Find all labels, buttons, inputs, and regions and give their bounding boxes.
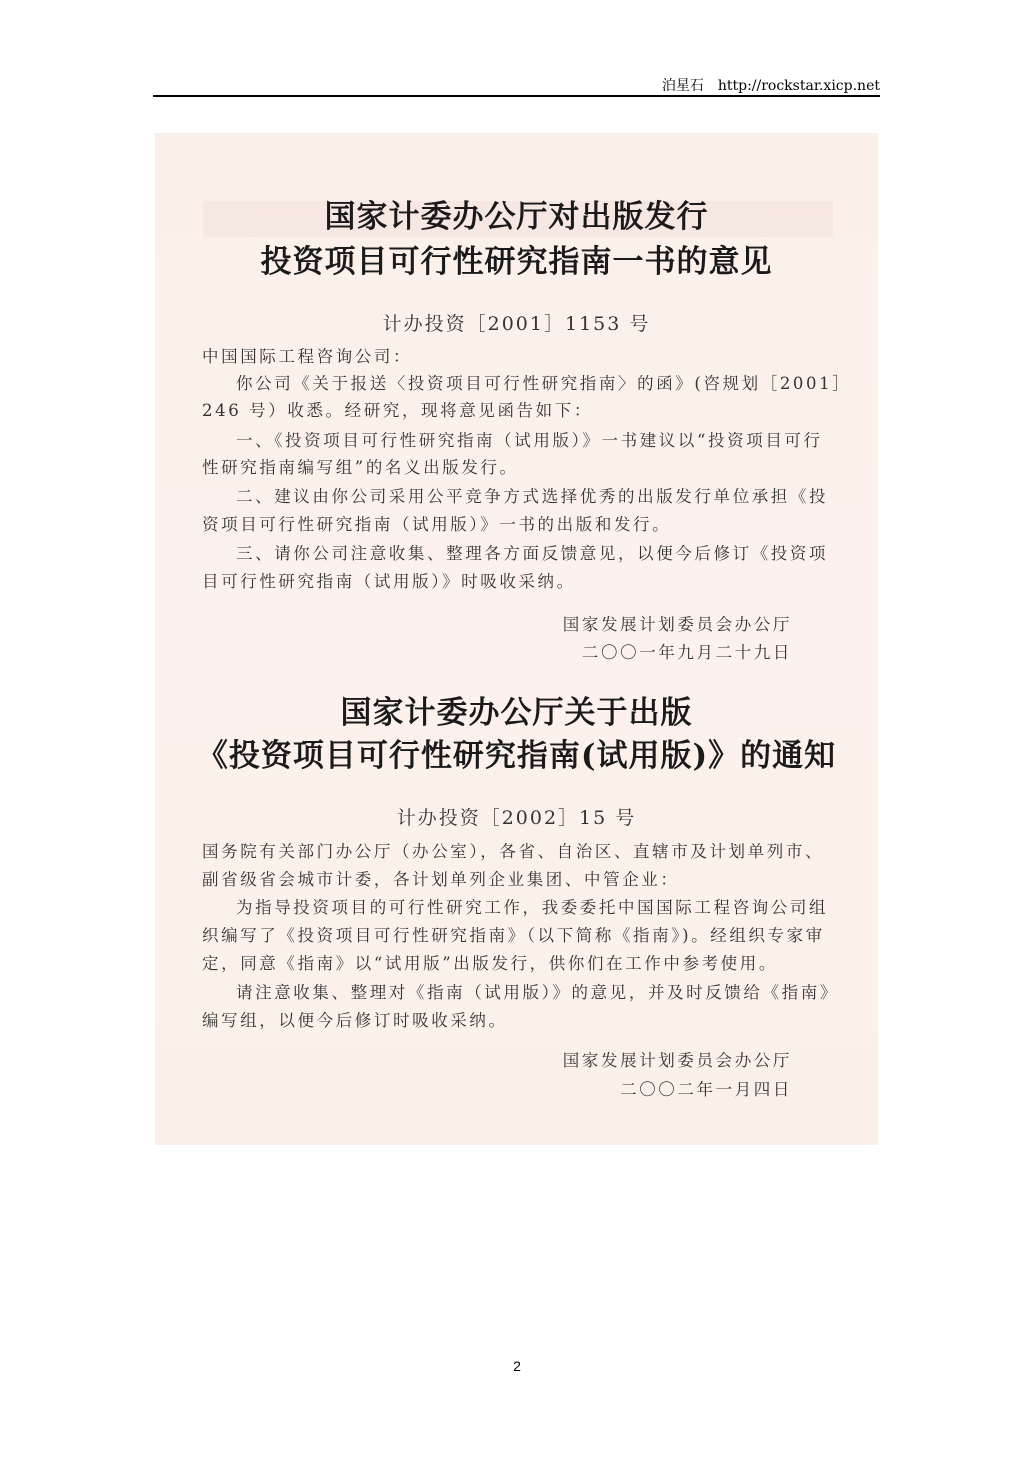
doc1-line: 246 号）收悉。经研究，现将意见函告如下： [202,401,593,420]
doc2-title-line-2: 《投资项目可行性研究指南(试用版)》的通知 [196,738,837,774]
doc2-date: 二〇〇二年一月四日 [620,1080,792,1099]
doc1-line: 你公司《关于报送〈投资项目可行性研究指南〉的函》(咨规划［2001］ [236,374,852,393]
doc2-title-line-1: 国家计委办公厅关于出版 [340,695,693,731]
doc2-line: 编写组，以便今后修订时吸收采纳。 [202,1011,508,1030]
doc1-signature: 国家发展计划委员会办公厅 [562,615,792,634]
doc1-date: 二〇〇一年九月二十九日 [581,643,792,662]
doc2-line: 为指导投资项目的可行性研究工作，我委委托中国国际工程咨询公司组 [236,898,829,917]
doc1-line: 资项目可行性研究指南（试用版）》一书的出版和发行。 [202,515,672,534]
doc2-line: 定，同意《指南》以“试用版”出版发行，供你们在工作中参考使用。 [202,954,778,973]
doc1-title-line-1: 国家计委办公厅对出版发行 [324,199,709,235]
doc2-line: 织编写了《投资项目可行性研究指南》（以下简称《指南》)。经组织专家审 [202,926,825,945]
doc2-salutation: 副省级省会城市计委，各计划单列企业集团、中管企业： [202,870,680,889]
doc2-line: 请注意收集、整理对《指南（试用版）》的意见，并及时反馈给《指南》 [236,983,839,1002]
doc1-title-line-2: 投资项目可行性研究指南一书的意见 [260,244,773,280]
doc1-salutation: 中国国际工程咨询公司： [202,347,413,366]
doc1-line: 一、《投资项目可行性研究指南（试用版）》一书建议以“投资项目可行 [236,431,823,450]
doc2-signature: 国家发展计划委员会办公厅 [562,1051,792,1070]
doc2-salutation: 国务院有关部门办公厅（办公室），各省、自治区、直辖市及计划单列市、 [202,842,825,861]
doc1-number: 计办投资［2001］1153 号 [382,313,651,335]
doc1-line: 三、请你公司注意收集、整理各方面反馈意见，以便今后修订《投资项 [236,544,829,563]
header-rule [153,95,880,97]
doc1-line: 性研究指南编写组”的名义出版发行。 [202,458,519,477]
doc2-number: 计办投资［2002］15 号 [396,807,637,829]
scanned-page [155,133,878,1145]
doc1-line: 二、建议由你公司采用公平竞争方式选择优秀的出版发行单位承担《投 [236,487,829,506]
running-header: 泊星石 http://rockstar.xicp.net [661,78,880,94]
doc1-line: 目可行性研究指南（试用版）》时吸收采纳。 [202,572,576,591]
page-number: 2 [513,1358,521,1374]
